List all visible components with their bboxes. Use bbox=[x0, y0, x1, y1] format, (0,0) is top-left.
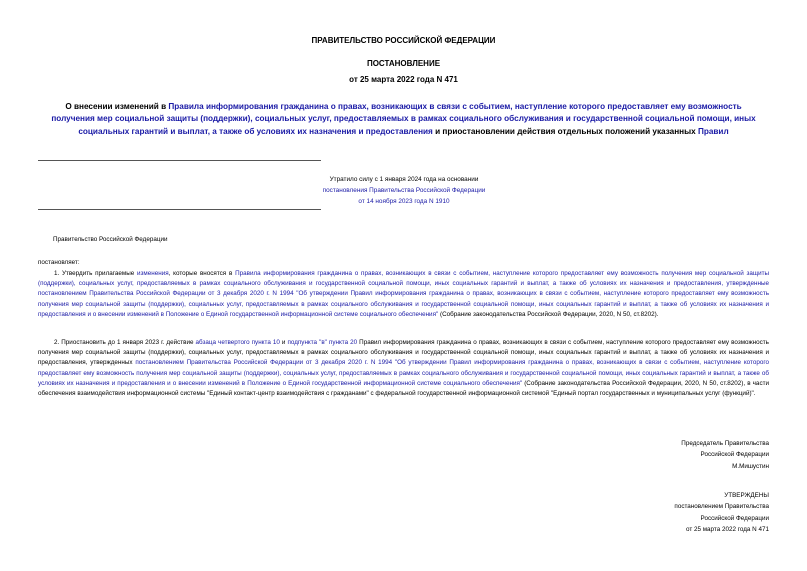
subparagraph-20-link[interactable]: подпункта "в" пункта 20 bbox=[287, 339, 358, 346]
document-date-number: от 25 марта 2022 года N 471 bbox=[349, 75, 458, 84]
approval-date: от 25 марта 2022 года N 471 bbox=[685, 525, 769, 533]
paragraph-2 bbox=[38, 338, 769, 399]
paragraph-1-text-a: 1. Утвердить прилагаемые bbox=[54, 270, 138, 277]
paragraph-2-text-b: и bbox=[279, 339, 288, 346]
signature-position: Председатель Правительства bbox=[681, 440, 769, 447]
paragraph-2-text-c: Правил информирования гражданина о правах, возникающих в связи с событием, наступление которого предоставляет ему возможность получения мер социальной защиты (поддержки), социальных услуг, предоставляемых в рамках социального обслуживания и государственной социальной помощи, иных социальных гарантий и выплат, а также об условиях их назначения и предоставления, утвержденных bbox=[38, 339, 769, 367]
paragraph-1-text-c: (Собрание законодательства Российской Федерации, 2020, N 50, ст.8202). bbox=[438, 310, 659, 318]
approval-heading: УТВЕРЖДЕНЫ bbox=[724, 492, 769, 499]
paragraph-2-text-d: (Собрание законодательства Российской Федерации, 2020, N 50, ст.8202), в части обеспечения взаимодействия информационной системы "Единый контакт-центр взаимодействия с гражданами" с федеральной государственной информационной системой "Единый портал государственных и муниципальных услуг (функций)". bbox=[38, 379, 769, 398]
rules-link[interactable]: Правила информирования гражданина о правах, возникающих в связи с событием, наступление которого предоставляет ему возможность получения мер социальной защиты (поддержки), социальных услуг, предоставляемых в рамках социального обслуживания и государственной социальной помощи, иных социальных гарантий и выплат, а также об условиях их назначения и предоставления, утвержденные постановлением Правительства Российской Федерации от 3 декабря 2020 г. N 1994 "Об утверждении Правил информирования гражданина о правах, возникающих в связи с событием, наступление которого предоставляет ему возможность получения мер социальной защиты (поддержки), социальных услуг, предоставляемых в рамках социального обслуживания и государственной социальной помощи, иных социальных гарантий и выплат, а также об условиях их назначения и предоставления и о внесении изменений в Положение о Единой государственной информационной системе социального обеспечения" bbox=[38, 270, 770, 318]
approval-block bbox=[674, 490, 769, 535]
divider-bottom bbox=[38, 209, 321, 210]
title-rules-short-link[interactable]: Правил bbox=[697, 126, 729, 136]
approval-line-2: постановлением Правительства bbox=[674, 503, 769, 511]
issuer-line: Правительство Российской Федерации bbox=[53, 236, 168, 243]
paragraph-10-link[interactable]: абзаца четвертого пункта 10 bbox=[195, 339, 280, 346]
document-title bbox=[48, 101, 759, 138]
changes-link[interactable]: изменения bbox=[137, 270, 169, 277]
signature-name: М.Мишустин bbox=[732, 462, 769, 470]
decree-1994-link[interactable]: постановлением Правительства Российской Федерации от 3 декабря 2020 г. N 1994 "Об утверждении Правил информирования гражданина о правах, возникающих в связи с событием, наступление которого предоставляет ему возможность получения мер социальной защиты (поддержки), социальных услуг, предоставляемых в рамках социального обслуживания и государственной социальной помощи, иных социальных гарантий и выплат, а также об условиях их назначения и предоставления и о внесении изменений в Положение о Единой государственной информационной системе социального обеспечения" bbox=[38, 359, 769, 387]
divider-top bbox=[38, 160, 321, 161]
repeal-note-line-1: Утратило силу с 1 января 2024 года на основании bbox=[329, 176, 479, 183]
signature-block bbox=[681, 438, 769, 472]
repeal-decree-link[interactable]: постановления Правительства Российской Федерации bbox=[322, 187, 486, 194]
paragraph-1 bbox=[38, 269, 769, 320]
document-type: ПОСТАНОВЛЕНИЕ bbox=[366, 59, 441, 68]
signature-country: Российской Федерации bbox=[700, 451, 769, 459]
paragraph-2-text-a: 2. Приостановить до 1 января 2023 г. действие bbox=[54, 339, 196, 346]
title-text-1: О внесении изменений в bbox=[65, 102, 169, 111]
title-text-2: и приостановлении действия отдельных положений указанных bbox=[432, 126, 698, 136]
resolves-line: постановляет: bbox=[38, 259, 80, 266]
paragraph-1-text-b: , которые вносятся в bbox=[168, 270, 236, 277]
title-rules-link[interactable]: Правила информирования гражданина о правах, возникающих в связи с событием, наступление которого предоставляет ему возможность получения мер социальной защиты (поддержки), социальных услуг, предоставляемых в рамках социального обслуживания и государственной социальной помощи, иных социальных гарантий и выплат, а также об условиях их назначения и предоставления bbox=[51, 102, 756, 136]
government-header: ПРАВИТЕЛЬСТВО РОССИЙСКОЙ ФЕДЕРАЦИИ bbox=[311, 36, 496, 45]
repeal-decree-date-link[interactable]: от 14 ноября 2023 года N 1910 bbox=[358, 198, 450, 205]
approval-line-3: Российской Федерации bbox=[700, 514, 769, 522]
